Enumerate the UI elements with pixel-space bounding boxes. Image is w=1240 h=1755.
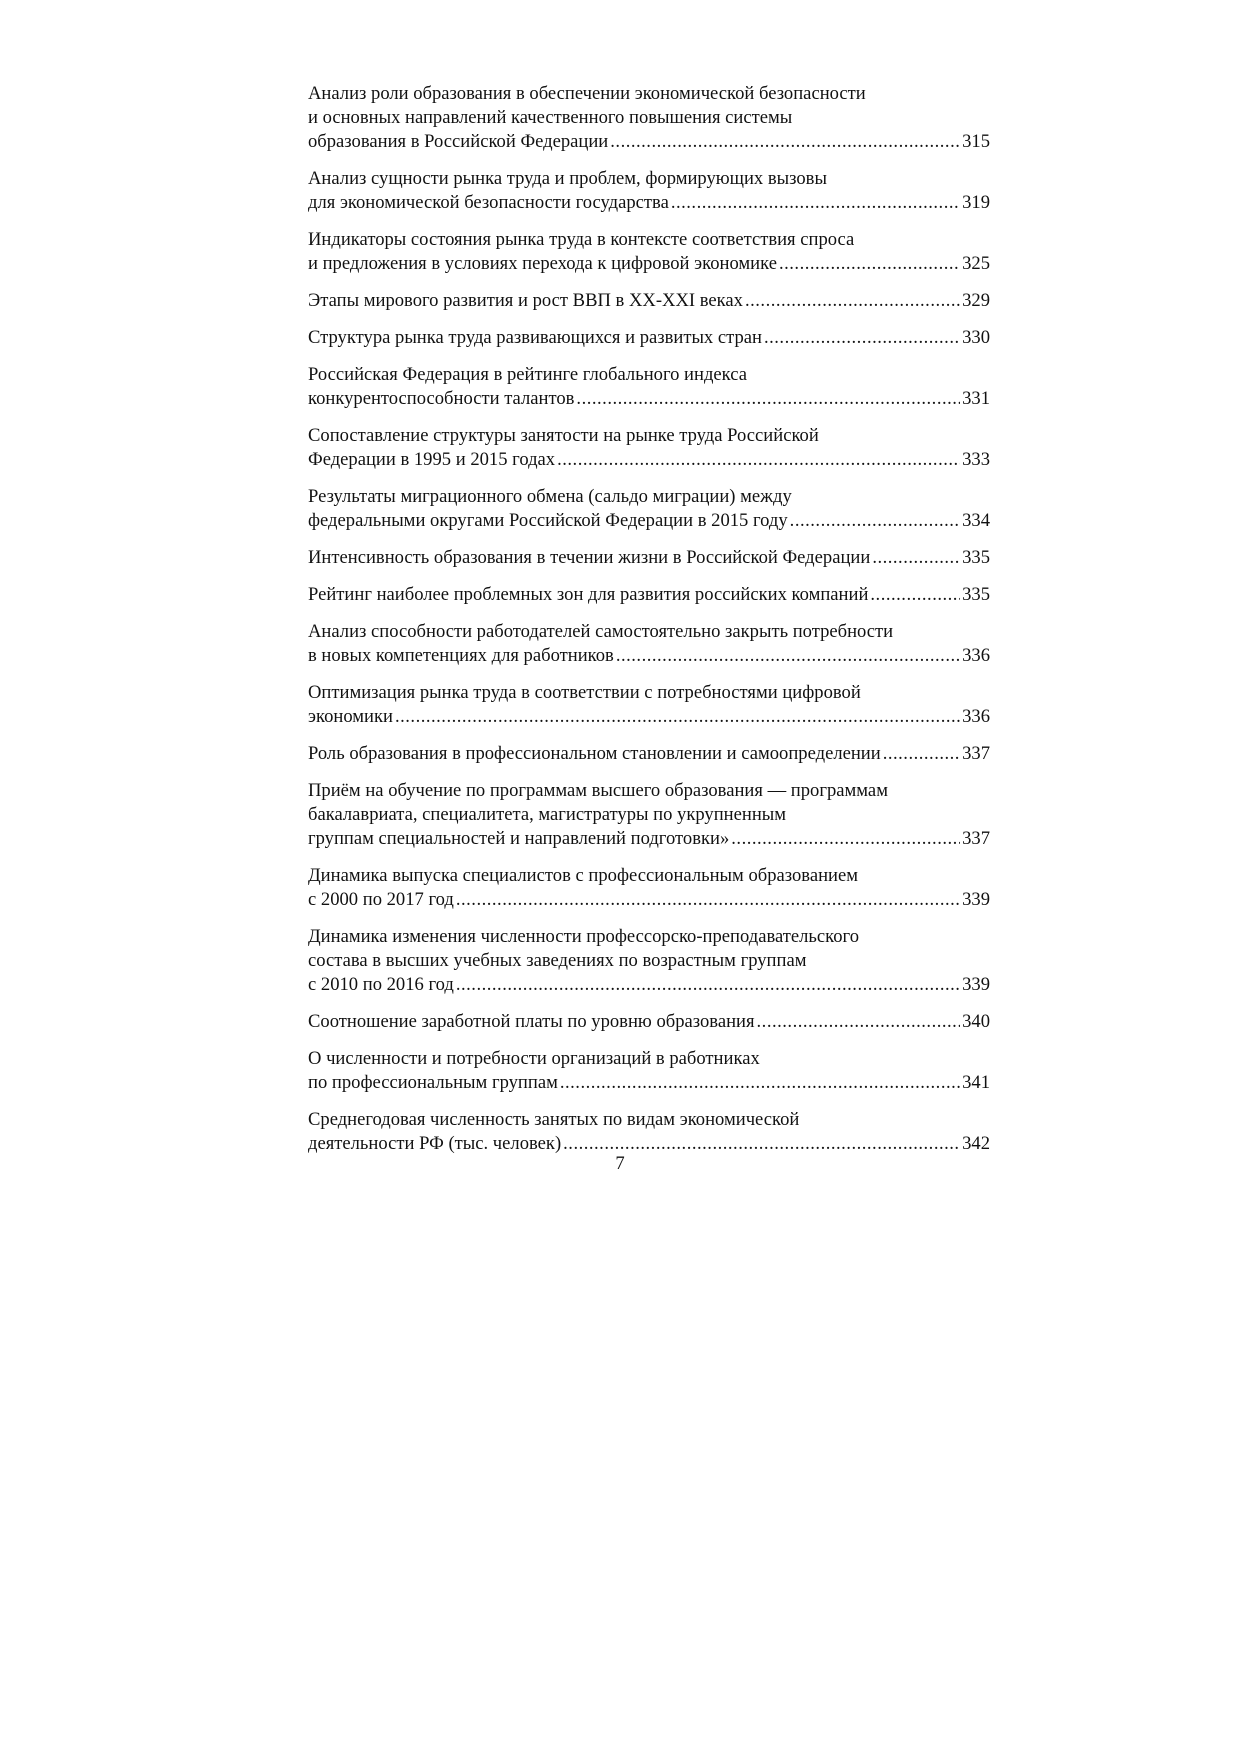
toc-entry[interactable] bbox=[308, 1108, 990, 1156]
toc-entry-last-line bbox=[308, 742, 990, 766]
toc-entry-last-line bbox=[308, 191, 990, 215]
toc-entry-page-number: 336 bbox=[962, 645, 990, 666]
toc-entry-title-line: Интенсивность образования в течении жизни в Российской Федерации bbox=[308, 547, 871, 568]
toc-entry-title-line: группам специальностей и направлений подготовки» bbox=[308, 828, 730, 849]
toc-entry-title-line: Анализ сущности рынка труда и проблем, формирующих вызовы bbox=[308, 168, 827, 189]
toc-entry-page-number: 339 bbox=[962, 889, 990, 910]
dot-leader bbox=[616, 644, 960, 668]
dot-leader bbox=[790, 509, 960, 533]
toc-entry-last-line bbox=[308, 546, 990, 570]
toc-entry-title-line: Российская Федерация в рейтинге глобального индекса bbox=[308, 364, 747, 385]
toc-entry-title-line: Этапы мирового развития и рост ВВП в XX-XXI веках bbox=[308, 290, 743, 311]
toc-entry[interactable] bbox=[308, 742, 990, 766]
toc-entry-title-line: с 2000 по 2017 год bbox=[308, 889, 454, 910]
toc-entry-last-line bbox=[308, 827, 990, 851]
toc-entry-title-line: Приём на обучение по программам высшего образования — программам bbox=[308, 780, 888, 801]
toc-entry-title-line: в новых компетенциях для работников bbox=[308, 645, 614, 666]
toc-entry-last-line bbox=[308, 252, 990, 276]
toc-entry[interactable] bbox=[308, 82, 990, 154]
dot-leader bbox=[745, 289, 960, 313]
dot-leader bbox=[671, 191, 960, 215]
toc-entry-title-line: федеральными округами Российской Федерации в 2015 году bbox=[308, 510, 788, 531]
toc-entry-title-line: Структура рынка труда развивающихся и развитых стран bbox=[308, 327, 762, 348]
dot-leader bbox=[731, 827, 960, 851]
toc-entry-page-number: 325 bbox=[962, 253, 990, 274]
toc-entry-title-line: Анализ роли образования в обеспечении экономической безопасности bbox=[308, 83, 866, 104]
toc-entry-title-line: Сопоставление структуры занятости на рынке труда Российской bbox=[308, 425, 819, 446]
toc-entry[interactable] bbox=[308, 779, 990, 851]
toc-entry-last-line bbox=[308, 289, 990, 313]
toc-entry-title-line: с 2010 по 2016 год bbox=[308, 974, 454, 995]
dot-leader bbox=[872, 546, 960, 570]
toc-entry-title-line: Роль образования в профессиональном становлении и самоопределении bbox=[308, 743, 881, 764]
toc-entry[interactable] bbox=[308, 1047, 990, 1095]
toc-entry-title-line: Индикаторы состояния рынка труда в контексте соответствия спроса bbox=[308, 229, 855, 250]
toc-entry-page-number: 315 bbox=[962, 131, 990, 152]
page-number: 7 bbox=[615, 1153, 625, 1174]
toc-entry-title-line: состава в высших учебных заведениях по возрастным группам bbox=[308, 950, 807, 971]
dot-leader bbox=[557, 448, 960, 472]
dot-leader bbox=[757, 1010, 961, 1034]
toc-entry-page-number: 337 bbox=[962, 828, 990, 849]
toc-entry-page-number: 340 bbox=[962, 1011, 990, 1032]
toc-entry-page-number: 330 bbox=[962, 327, 990, 348]
toc-entry[interactable] bbox=[308, 289, 990, 313]
dot-leader bbox=[764, 326, 960, 350]
toc-entry[interactable] bbox=[308, 864, 990, 912]
toc-entry-last-line bbox=[308, 448, 990, 472]
toc-entry-title-line: О численности и потребности организаций в работниках bbox=[308, 1048, 760, 1069]
toc-entry[interactable] bbox=[308, 228, 990, 276]
toc-entry-last-line bbox=[308, 509, 990, 533]
toc-entry-title-line: Динамика выпуска специалистов с профессиональным образованием bbox=[308, 865, 858, 886]
toc-entry-title-line: Оптимизация рынка труда в соответствии с потребностями цифровой bbox=[308, 682, 861, 703]
dot-leader bbox=[560, 1071, 960, 1095]
toc-entry-title-line: Федерации в 1995 и 2015 годах bbox=[308, 449, 556, 470]
toc-entry-last-line bbox=[308, 387, 990, 411]
toc-entry-page-number: 341 bbox=[962, 1072, 990, 1093]
dot-leader bbox=[779, 252, 960, 276]
dot-leader bbox=[870, 583, 960, 607]
toc-entry-last-line bbox=[308, 583, 990, 607]
toc-entry[interactable] bbox=[308, 583, 990, 607]
toc-entry-page-number: 329 bbox=[962, 290, 990, 311]
toc-entry-page-number: 319 bbox=[962, 192, 990, 213]
toc-entry[interactable] bbox=[308, 363, 990, 411]
toc-entry-last-line bbox=[308, 644, 990, 668]
toc-entry[interactable] bbox=[308, 925, 990, 997]
toc-entry-title-line: Результаты миграционного обмена (сальдо миграции) между bbox=[308, 486, 792, 507]
dot-leader bbox=[456, 888, 960, 912]
toc-entry[interactable] bbox=[308, 681, 990, 729]
toc-entry-last-line bbox=[308, 1010, 990, 1034]
toc-entry-page-number: 334 bbox=[962, 510, 990, 531]
toc-entry-title-line: экономики bbox=[308, 706, 393, 727]
toc-entry-last-line bbox=[308, 705, 990, 729]
toc-entry-page-number: 336 bbox=[962, 706, 990, 727]
dot-leader bbox=[456, 973, 960, 997]
toc-entry-title-line: Динамика изменения численности профессорско-преподавательского bbox=[308, 926, 859, 947]
toc-entry-last-line bbox=[308, 326, 990, 350]
toc-entry[interactable] bbox=[308, 485, 990, 533]
toc-entry-title-line: Соотношение заработной платы по уровню образования bbox=[308, 1011, 755, 1032]
toc-entry[interactable] bbox=[308, 1010, 990, 1034]
table-of-contents bbox=[308, 82, 990, 1169]
toc-entry-title-line: Среднегодовая численность занятых по видам экономической bbox=[308, 1109, 800, 1130]
dot-leader bbox=[610, 130, 960, 154]
toc-entry-title-line: для экономической безопасности государства bbox=[308, 192, 669, 213]
toc-entry-last-line bbox=[308, 973, 990, 997]
toc-entry[interactable] bbox=[308, 424, 990, 472]
toc-entry-title-line: по профессиональным группам bbox=[308, 1072, 558, 1093]
toc-entry-title-line: бакалавриата, специалитета, магистратуры по укрупненным bbox=[308, 804, 787, 825]
toc-entry-last-line bbox=[308, 1071, 990, 1095]
dot-leader bbox=[883, 742, 960, 766]
toc-entry-page-number: 342 bbox=[962, 1133, 990, 1154]
toc-entry[interactable] bbox=[308, 546, 990, 570]
toc-entry-last-line bbox=[308, 888, 990, 912]
toc-entry-title-line: Анализ способности работодателей самостоятельно закрыть потребности bbox=[308, 621, 894, 642]
toc-entry[interactable] bbox=[308, 620, 990, 668]
toc-entry-title-line: конкурентоспособности талантов bbox=[308, 388, 575, 409]
toc-entry-title-line: деятельности РФ (тыс. человек) bbox=[308, 1133, 562, 1154]
toc-entry-page-number: 333 bbox=[962, 449, 990, 470]
toc-entry-title-line: и основных направлений качественного повышения системы bbox=[308, 107, 793, 128]
toc-entry-page-number: 339 bbox=[962, 974, 990, 995]
toc-entry[interactable] bbox=[308, 167, 990, 215]
toc-entry-title-line: и предложения в условиях перехода к цифровой экономике bbox=[308, 253, 777, 274]
toc-entry-last-line bbox=[308, 130, 990, 154]
dot-leader bbox=[395, 705, 960, 729]
toc-entry-page-number: 335 bbox=[962, 547, 990, 568]
toc-entry-page-number: 337 bbox=[962, 743, 990, 764]
dot-leader bbox=[576, 387, 960, 411]
toc-entry-page-number: 331 bbox=[962, 388, 990, 409]
toc-entry-title-line: Рейтинг наиболее проблемных зон для развития российских компаний bbox=[308, 584, 869, 605]
toc-entry-page-number: 335 bbox=[962, 584, 990, 605]
toc-entry-title-line: образования в Российской Федерации bbox=[308, 131, 609, 152]
toc-entry[interactable] bbox=[308, 326, 990, 350]
